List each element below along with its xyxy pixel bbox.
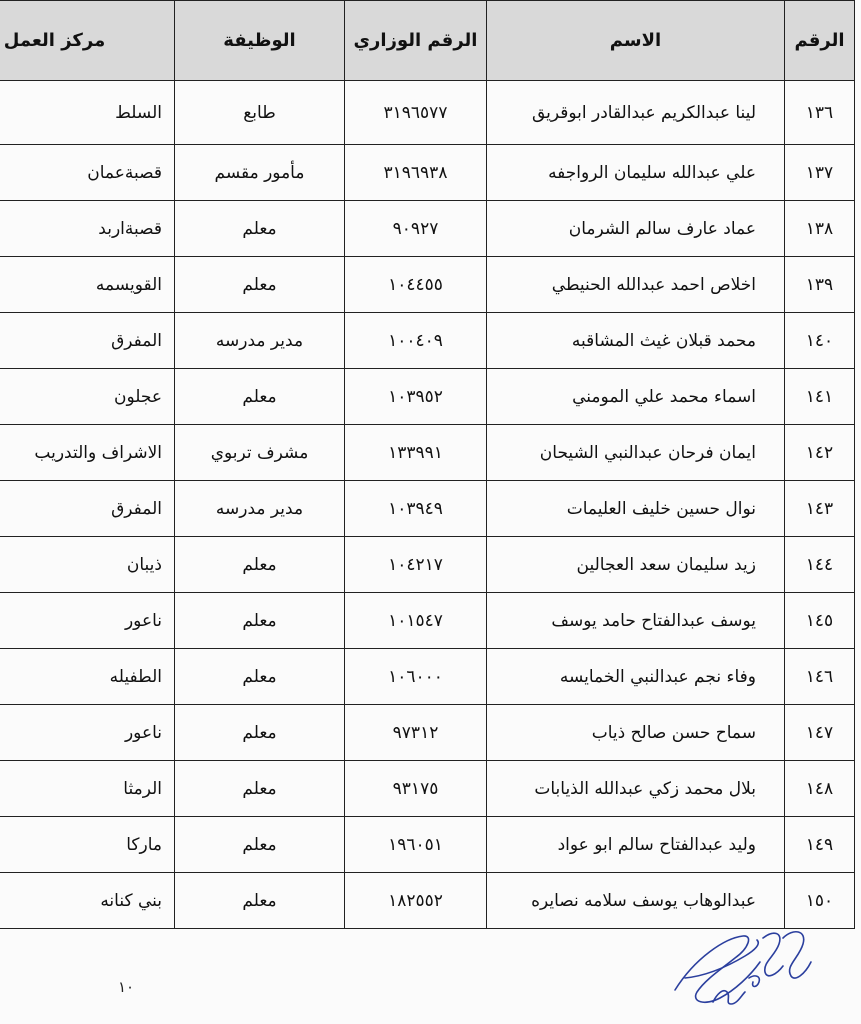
table-row [0, 369, 855, 425]
header-ministry-no: الرقم الوزاري [345, 1, 487, 81]
table-row [0, 649, 855, 705]
cell-center: الرمثا [0, 761, 175, 817]
cell-center: السلط [0, 81, 175, 145]
cell-name: نوال حسين خليف العليمات [487, 481, 785, 537]
cell-center: ناعور [0, 593, 175, 649]
cell-job: مشرف تربوي [175, 425, 345, 481]
cell-ministry-no: ٣١٩٦٩٣٨ [345, 145, 487, 201]
page-number: ١٠ [118, 978, 135, 996]
cell-job: معلم [175, 649, 345, 705]
cell-ministry-no: ١٨٢٥٥٢ [345, 873, 487, 929]
header-num: الرقم [785, 1, 855, 81]
table-row [0, 201, 855, 257]
header-name: الاسم [487, 1, 785, 81]
cell-job: معلم [175, 873, 345, 929]
table-header-row [0, 1, 855, 81]
cell-ministry-no: ١٠٠٤٠٩ [345, 313, 487, 369]
cell-center: الاشراف والتدريب [0, 425, 175, 481]
cell-job: معلم [175, 369, 345, 425]
cell-center: المفرق [0, 481, 175, 537]
table-body [0, 81, 855, 929]
table-row [0, 817, 855, 873]
cell-name: علي عبدالله سليمان الرواجفه [487, 145, 785, 201]
cell-ministry-no: ١٠٣٩٥٢ [345, 369, 487, 425]
cell-name: وليد عبدالفتاح سالم ابو عواد [487, 817, 785, 873]
cell-center: ذيبان [0, 537, 175, 593]
cell-job: معلم [175, 257, 345, 313]
cell-job: معلم [175, 537, 345, 593]
cell-num: ١٤٤ [785, 537, 855, 593]
cell-job: طابع [175, 81, 345, 145]
cell-center: المفرق [0, 313, 175, 369]
cell-ministry-no: ١٠٤٢١٧ [345, 537, 487, 593]
cell-center: ماركا [0, 817, 175, 873]
table-row [0, 593, 855, 649]
cell-num: ١٤٨ [785, 761, 855, 817]
cell-job: معلم [175, 761, 345, 817]
cell-num: ١٤٧ [785, 705, 855, 761]
cell-num: ١٤١ [785, 369, 855, 425]
table-row [0, 313, 855, 369]
cell-num: ١٤٢ [785, 425, 855, 481]
table-row [0, 761, 855, 817]
cell-num: ١٣٦ [785, 81, 855, 145]
cell-ministry-no: ١٠٦٠٠٠ [345, 649, 487, 705]
cell-job: معلم [175, 593, 345, 649]
cell-center: قصبةاربد [0, 201, 175, 257]
header-job: الوظيفة [175, 1, 345, 81]
cell-num: ١٤٦ [785, 649, 855, 705]
cell-ministry-no: ٣١٩٦٥٧٧ [345, 81, 487, 145]
cell-job: معلم [175, 817, 345, 873]
cell-center: عجلون [0, 369, 175, 425]
cell-ministry-no: ١٠١٥٤٧ [345, 593, 487, 649]
table-row [0, 481, 855, 537]
cell-num: ١٤٣ [785, 481, 855, 537]
cell-num: ١٣٨ [785, 201, 855, 257]
cell-center: الطفيله [0, 649, 175, 705]
table-row [0, 257, 855, 313]
table-row [0, 145, 855, 201]
cell-name: عماد عارف سالم الشرمان [487, 201, 785, 257]
cell-ministry-no: ١٠٣٩٤٩ [345, 481, 487, 537]
cell-name: يوسف عبدالفتاح حامد يوسف [487, 593, 785, 649]
cell-center: ناعور [0, 705, 175, 761]
table-row [0, 537, 855, 593]
cell-num: ١٤٩ [785, 817, 855, 873]
cell-name: وفاء نجم عبدالنبي الخمايسه [487, 649, 785, 705]
table-row [0, 425, 855, 481]
cell-ministry-no: ١٣٣٩٩١ [345, 425, 487, 481]
cell-ministry-no: ٩٣١٧٥ [345, 761, 487, 817]
cell-job: معلم [175, 705, 345, 761]
cell-ministry-no: ١٠٤٤٥٥ [345, 257, 487, 313]
cell-num: ١٤٠ [785, 313, 855, 369]
cell-name: عبدالوهاب يوسف سلامه نصايره [487, 873, 785, 929]
cell-job: معلم [175, 201, 345, 257]
cell-num: ١٤٥ [785, 593, 855, 649]
cell-num: ١٣٧ [785, 145, 855, 201]
cell-name: لينا عبدالكريم عبدالقادر ابوقريق [487, 81, 785, 145]
cell-center: قصبةعمان [0, 145, 175, 201]
table-row [0, 81, 855, 145]
cell-job: مدير مدرسه [175, 481, 345, 537]
cell-num: ١٥٠ [785, 873, 855, 929]
cell-center: بني كنانه [0, 873, 175, 929]
cell-ministry-no: ٩٧٣١٢ [345, 705, 487, 761]
cell-ministry-no: ١٩٦٠٥١ [345, 817, 487, 873]
cell-name: محمد قبلان غيث المشاقبه [487, 313, 785, 369]
header-center: مركز العمل [0, 1, 175, 81]
cell-name: بلال محمد زكي عبدالله الذيابات [487, 761, 785, 817]
cell-name: سماح حسن صالح ذياب [487, 705, 785, 761]
cell-job: مدير مدرسه [175, 313, 345, 369]
cell-ministry-no: ٩٠٩٢٧ [345, 201, 487, 257]
cell-name: ايمان فرحان عبدالنبي الشيحان [487, 425, 785, 481]
cell-job: مأمور مقسم [175, 145, 345, 201]
cell-name: اسماء محمد علي المومني [487, 369, 785, 425]
cell-center: القويسمه [0, 257, 175, 313]
table-row [0, 705, 855, 761]
signature-icon [665, 918, 825, 1018]
cell-name: زيد سليمان سعد العجالين [487, 537, 785, 593]
cell-num: ١٣٩ [785, 257, 855, 313]
cell-name: اخلاص احمد عبدالله الحنيطي [487, 257, 785, 313]
